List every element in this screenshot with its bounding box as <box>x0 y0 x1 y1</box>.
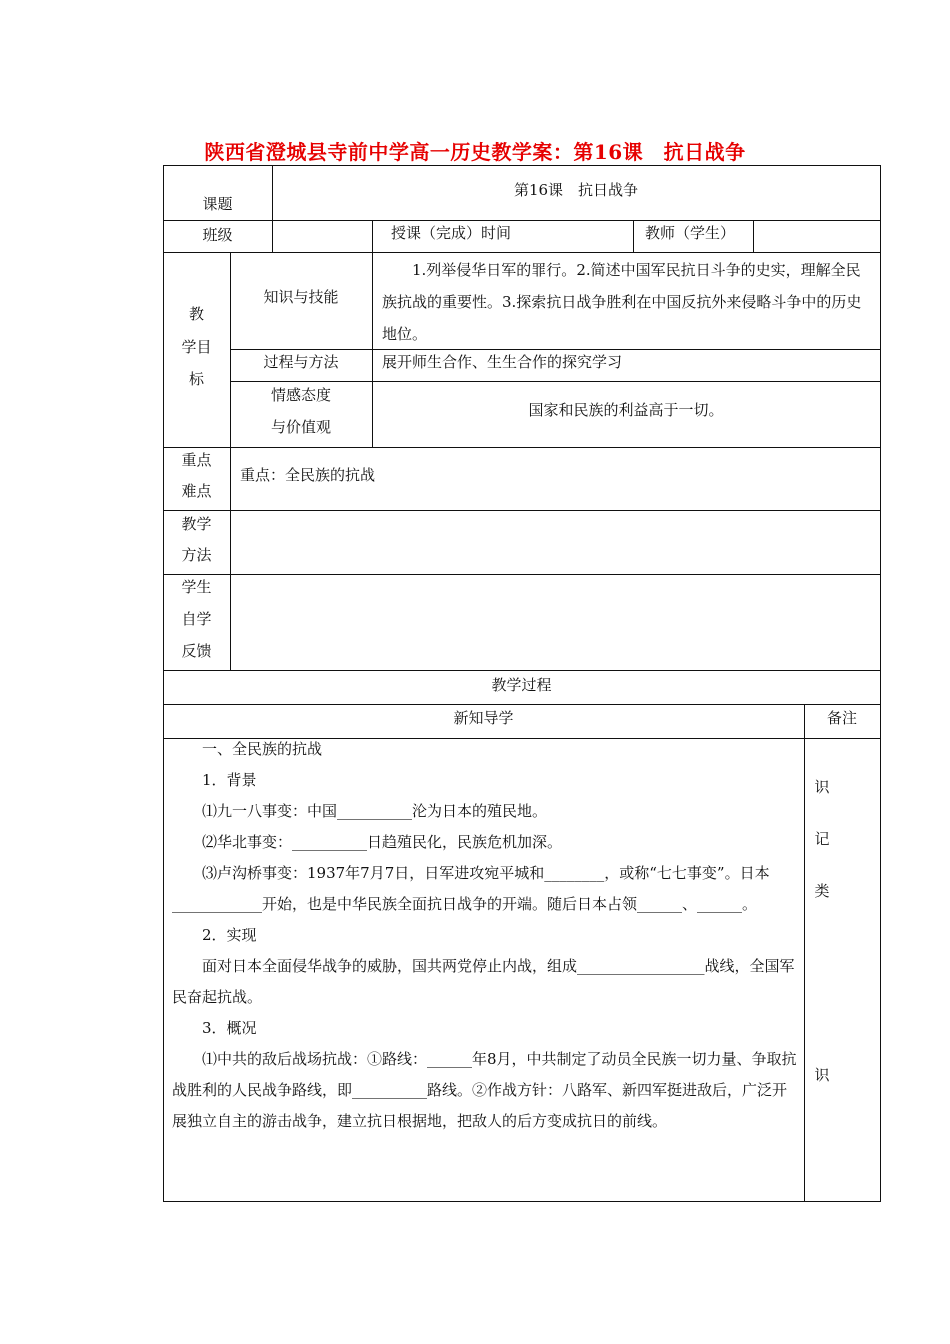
feedback-label: 自学 <box>181 610 212 628</box>
feedback-label: 学生 <box>181 578 212 596</box>
feedback-label: 反馈 <box>181 642 212 660</box>
content-section: 3．概况 <box>202 1019 257 1037</box>
content-paragraph: ⑶卢沟桥事变：1937年7月7日，日军进攻宛平城和________，或称“七七事变”。日本____________开始，也是中华民族全面抗日战争的开端。随后日本占领______、______。 <box>172 864 770 913</box>
table-rule <box>272 165 273 253</box>
objectives-label: 教 <box>188 305 204 323</box>
table-rule <box>163 220 881 221</box>
key-text: 重点：全民族的抗战 <box>240 466 376 484</box>
table-rule <box>372 220 373 253</box>
attitude-label: 情感态度 <box>270 386 331 404</box>
table-rule <box>163 1201 881 1202</box>
content-paragraph: ⑴九一八事变：中国__________沦为日本的殖民地。 <box>202 802 548 820</box>
table-rule <box>753 220 754 253</box>
table-rule <box>230 510 231 671</box>
notes-header: 备注 <box>826 709 857 727</box>
table-rule <box>163 447 881 448</box>
note-char: 类 <box>814 882 830 900</box>
lesson-value: 第16课 抗日战争 <box>513 181 639 199</box>
key-label: 难点 <box>181 482 212 500</box>
objectives-label: 标 <box>188 370 204 388</box>
table-rule <box>163 165 881 166</box>
objectives-label: 学目 <box>181 338 212 356</box>
process-text: 展开师生合作、生生合作的探究学习 <box>382 353 623 371</box>
note-char: 记 <box>814 830 830 848</box>
content-paragraph: 面对日本全面侵华战争的威胁，国共两党停止内战，组成_________________战线，全国军民奋起抗战。 <box>172 957 795 1006</box>
table-rule <box>230 381 881 382</box>
attitude-label: 与价值观 <box>270 418 331 436</box>
guide-header: 新知导学 <box>453 709 514 727</box>
class-label: 班级 <box>202 226 233 244</box>
table-rule <box>163 510 881 511</box>
table-rule <box>633 220 634 253</box>
note-char: 识 <box>814 1066 830 1084</box>
method-label: 教学 <box>181 515 212 533</box>
lesson-content <box>172 734 800 1137</box>
method-label: 方法 <box>181 546 212 564</box>
knowledge-text: 1.列举侵华日军的罪行。2.简述中国军民抗日斗争的史实，理解全民族抗战的重要性。3.探索抗日战争胜利在中国反抗外来侵略斗争中的历史地位。 <box>382 261 862 343</box>
content-section: 2．实现 <box>202 926 257 944</box>
note-char: 识 <box>814 778 830 796</box>
document-title: 陕西省澄城县寺前中学高一历史教学案：第16课 抗日战争 <box>204 140 746 164</box>
table-rule <box>163 574 881 575</box>
key-label: 重点 <box>181 451 212 469</box>
teacher-label: 教师（学生） <box>645 224 736 242</box>
lesson-label: 课题 <box>202 195 233 213</box>
content-section: 1．背景 <box>202 771 257 789</box>
table-rule <box>880 165 881 1202</box>
process-header: 教学过程 <box>491 676 552 694</box>
knowledge-label: 知识与技能 <box>263 288 339 306</box>
content-heading: 一、全民族的抗战 <box>202 740 323 758</box>
time-label: 授课（完成）时间 <box>391 224 512 242</box>
content-paragraph: ⑴中共的敌后战场抗战：①路线：______年8月，中共制定了动员全民族一切力量、争取抗战胜利的人民战争路线，即__________路线。②作战方针：八路军、新四军挺进敌后，广泛开展独立自主的游击战争，建立抗日根据地，把敌人的后方变成抗日的前线。 <box>172 1050 797 1130</box>
process-label: 过程与方法 <box>263 353 339 371</box>
table-rule <box>163 252 881 253</box>
attitude-text: 国家和民族的利益高于一切。 <box>528 401 724 419</box>
table-rule <box>163 670 881 671</box>
table-rule <box>163 704 881 705</box>
content-paragraph: ⑵华北事变：__________日趋殖民化，民族危机加深。 <box>202 833 563 851</box>
